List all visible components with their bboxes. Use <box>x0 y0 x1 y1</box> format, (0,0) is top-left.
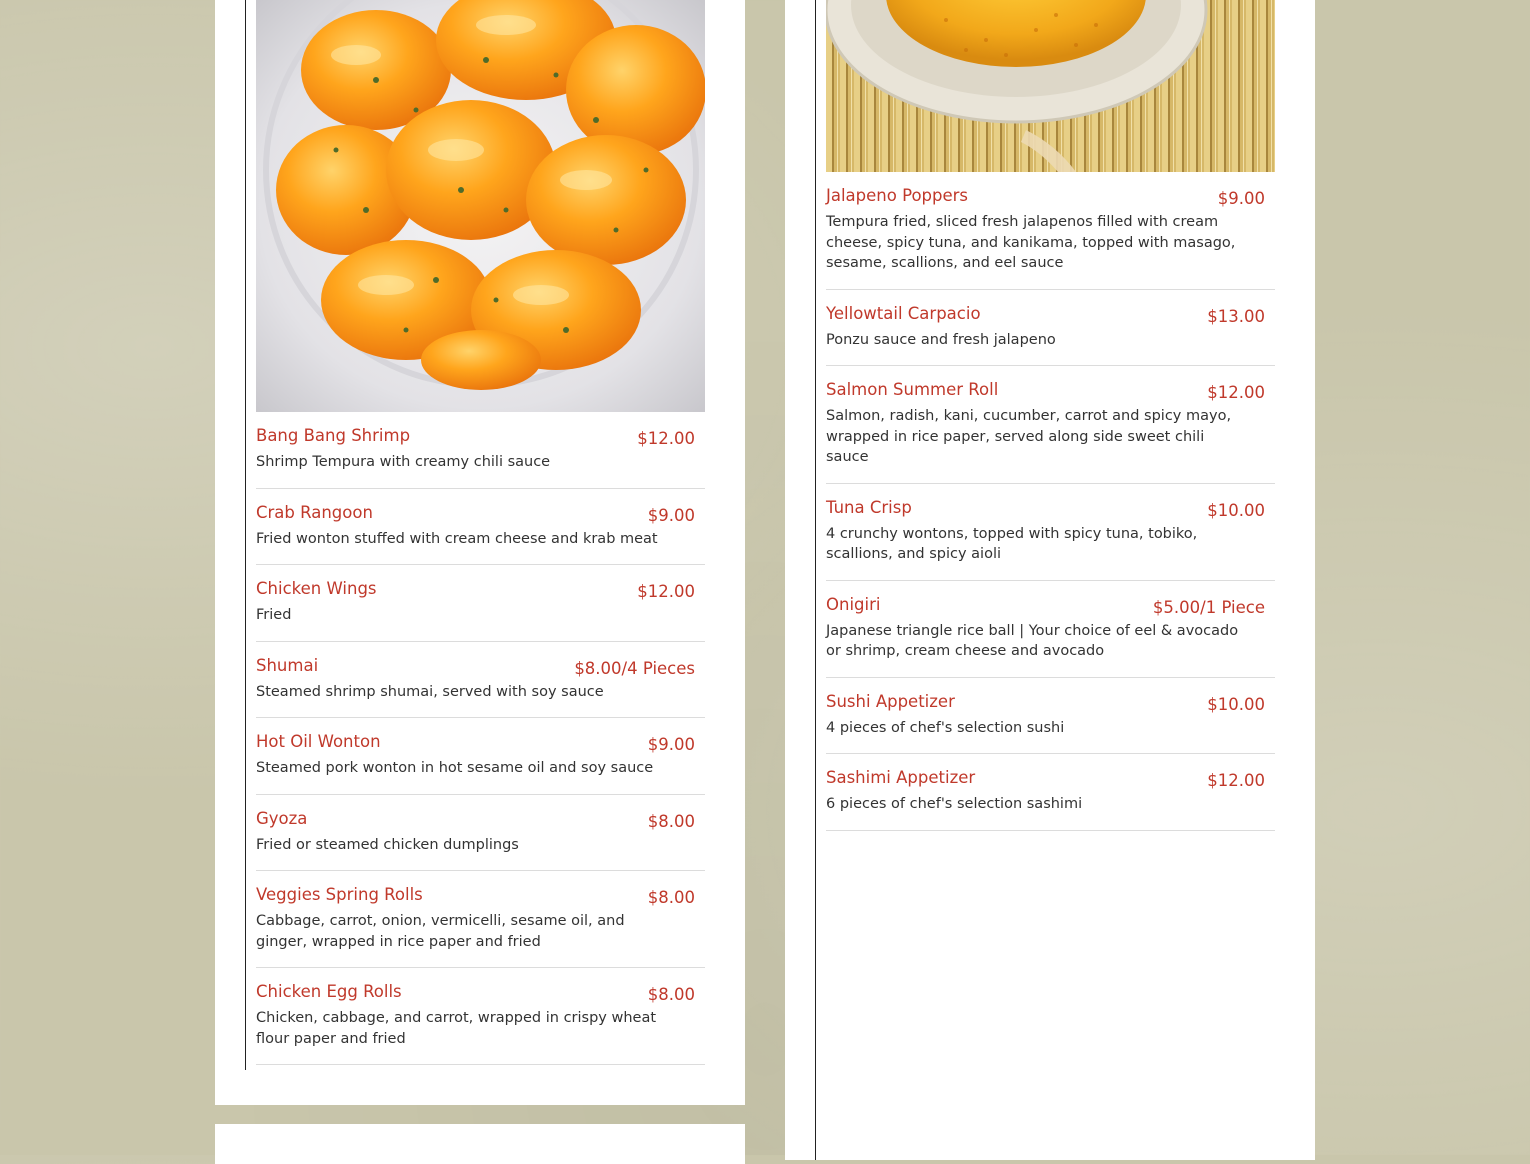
menu-item[interactable] <box>256 489 705 566</box>
menu-item[interactable] <box>826 581 1275 678</box>
item-name: Veggies Spring Rolls <box>256 885 423 904</box>
item-description: Steamed shrimp shumai, served with soy sauce <box>256 683 604 700</box>
item-name: Chicken Egg Rolls <box>256 982 402 1001</box>
item-description: Chicken, cabbage, and carrot, wrapped in crispy wheat flour paper and fried <box>256 1010 657 1047</box>
menu-card-left-next <box>215 1124 745 1164</box>
item-name: Sushi Appetizer <box>826 691 955 711</box>
column-divider <box>245 0 246 1070</box>
item-description: 4 pieces of chef's selection sushi <box>826 719 1065 736</box>
item-price: $9.00 <box>647 735 695 754</box>
item-name: Salmon Summer Roll <box>826 380 999 399</box>
menu-item[interactable] <box>826 678 1275 755</box>
item-name: Sashimi Appetizer <box>826 768 976 787</box>
menu-item[interactable] <box>826 366 1275 484</box>
item-description: Fried <box>256 607 292 623</box>
item-price: $9.00 <box>647 505 695 525</box>
item-price: $9.00 <box>1217 189 1265 208</box>
item-price: $10.00 <box>1207 694 1265 714</box>
shrimp-image <box>256 0 705 412</box>
item-name: Tuna Crisp <box>826 497 912 517</box>
item-name: Crab Rangoon <box>256 502 373 522</box>
item-price: $5.00/1 Piece <box>1152 597 1265 617</box>
item-description: Fried wonton stuffed with cream cheese and krab meat <box>256 530 658 547</box>
item-description: Salmon, radish, kani, cucumber, carrot and spicy mayo, wrapped in rice paper, served along side sweet chili sauce <box>826 408 1232 465</box>
menu-card-left <box>215 0 745 1105</box>
masago-dish-photo[interactable] <box>826 0 1275 172</box>
item-name: Chicken Wings <box>256 579 377 598</box>
item-price: $8.00 <box>647 985 695 1004</box>
item-description: Tempura fried, sliced fresh jalapenos filled with cream cheese, spicy tuna, and kanikama, topped with masago, sesame, scallions, and eel sauce <box>826 214 1236 271</box>
menu-item[interactable] <box>256 718 705 795</box>
menu-item[interactable] <box>256 565 705 642</box>
item-description: Steamed pork wonton in hot sesame oil and soy sauce <box>256 760 654 776</box>
item-name: Onigiri <box>826 594 881 614</box>
item-description: Shrimp Tempura with creamy chili sauce <box>256 454 551 470</box>
menu-card-right <box>785 0 1315 1160</box>
item-name: Bang Bang Shrimp <box>256 426 411 445</box>
item-price: $8.00/4 Pieces <box>574 658 695 678</box>
menu-item[interactable] <box>256 412 705 489</box>
item-price: $12.00 <box>1207 383 1265 402</box>
menu-item[interactable] <box>826 172 1275 290</box>
item-description: Japanese triangle rice ball | Your choice of eel & avocado or shrimp, cream cheese and avocado <box>826 622 1239 659</box>
item-name: Shumai <box>256 655 319 675</box>
appetizer-list-right <box>826 172 1275 831</box>
menu-item[interactable] <box>256 871 705 968</box>
bang-bang-shrimp-photo[interactable] <box>256 0 705 412</box>
item-name: Yellowtail Carpacio <box>826 303 981 323</box>
menu-item[interactable] <box>826 484 1275 581</box>
item-description: Ponzu sauce and fresh jalapeno <box>826 331 1056 348</box>
item-price: $12.00 <box>637 429 695 448</box>
item-name: Gyoza <box>256 808 308 828</box>
menu-item[interactable] <box>256 968 705 1065</box>
appetizer-list-left <box>256 412 705 1065</box>
item-price: $12.00 <box>1207 771 1265 790</box>
item-price: $8.00 <box>647 811 695 831</box>
item-price: $8.00 <box>647 888 695 907</box>
menu-item[interactable] <box>826 754 1275 831</box>
item-description: Cabbage, carrot, onion, vermicelli, sesame oil, and ginger, wrapped in rice paper and fried <box>256 913 625 950</box>
masago-image <box>826 0 1275 172</box>
item-name: Hot Oil Wonton <box>256 732 381 751</box>
item-price: $10.00 <box>1207 500 1265 520</box>
item-description: 6 pieces of chef's selection sashimi <box>826 796 1083 812</box>
item-price: $13.00 <box>1207 306 1265 326</box>
item-description: 4 crunchy wontons, topped with spicy tuna, tobiko, scallions, and spicy aioli <box>826 525 1198 562</box>
item-name: Jalapeno Poppers <box>826 186 969 205</box>
item-price: $12.00 <box>637 582 695 601</box>
menu-item[interactable] <box>256 642 705 719</box>
menu-item[interactable] <box>826 290 1275 367</box>
menu-item[interactable] <box>256 795 705 872</box>
column-divider <box>815 0 816 1160</box>
item-description: Fried or steamed chicken dumplings <box>256 836 519 853</box>
